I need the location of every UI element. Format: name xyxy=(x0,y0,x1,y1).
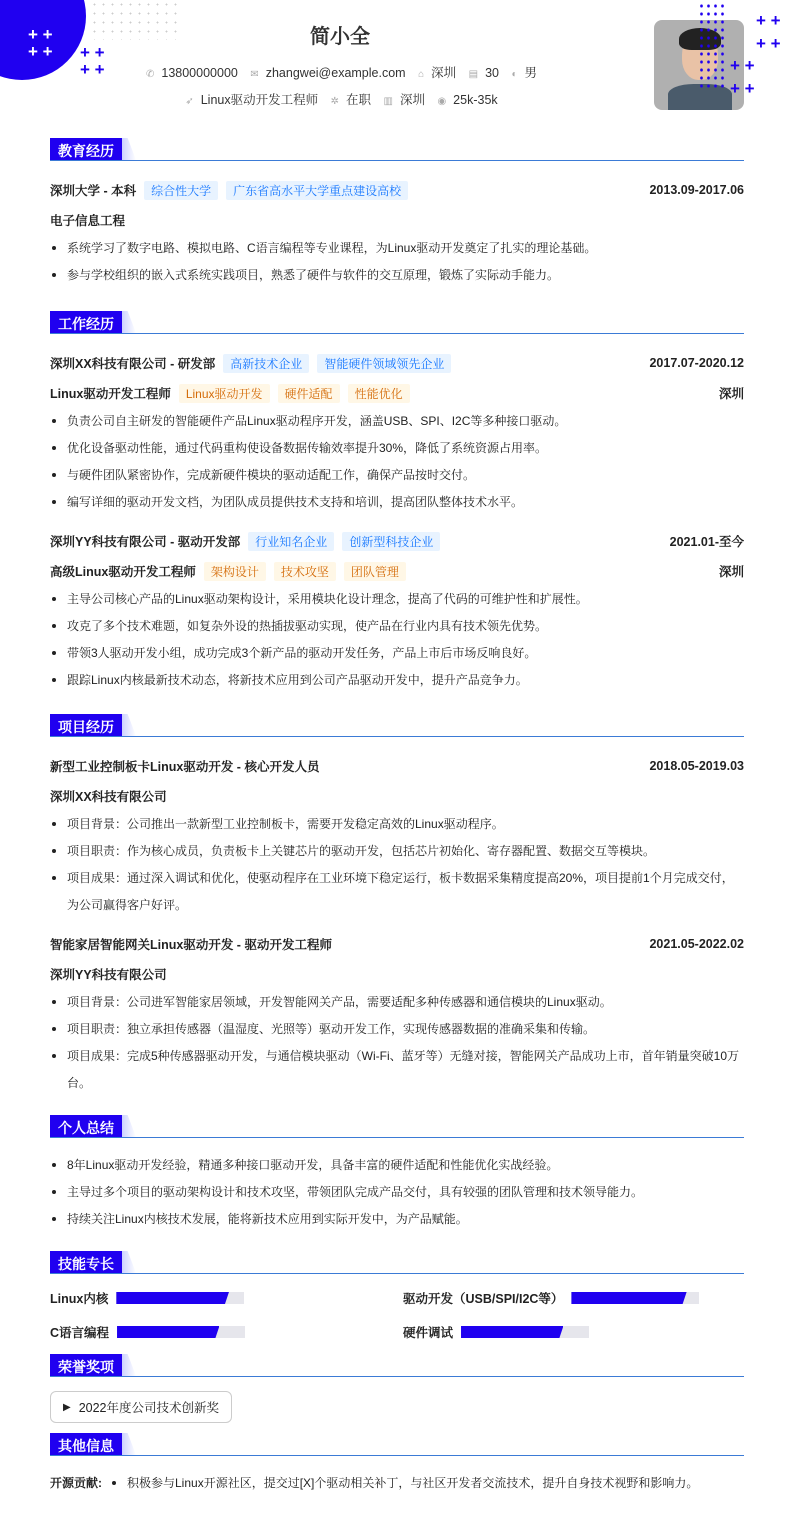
company: 深圳XX科技有限公司 xyxy=(50,790,167,804)
list-item: 主导过多个项目的驱动架构设计和技术攻坚，带领团队完成产品交付，具有较强的团队管理和技术领导能力。 xyxy=(50,1179,744,1206)
role: 高级Linux驱动开发工程师 xyxy=(50,565,196,579)
section-title: 教育经历 xyxy=(50,138,122,160)
list-item: 项目职责：独立承担传感器（温湿度、光照等）驱动开发工作，实现传感器数据的准确采集和传输。 xyxy=(50,1016,744,1043)
tag: 智能硬件领域领先企业 xyxy=(317,354,451,373)
list-item: 项目成果：通过深入调试和优化，使驱动程序在工业环境下稳定运行，板卡数据采集精度提高20%，项目提前1个月完成交付，为公司赢得客户好评。 xyxy=(50,865,744,919)
bullet-list xyxy=(50,1152,744,1233)
major: 电子信息工程 xyxy=(50,214,126,228)
company: 深圳YY科技有限公司 - 驱动开发部 xyxy=(50,535,241,549)
city: 深圳 xyxy=(718,387,744,401)
list-item: 8年Linux驱动开发经验，精通多种接口驱动开发，具备丰富的硬件适配和性能优化实战经验。 xyxy=(50,1152,744,1179)
position: Linux驱动开发工程师 xyxy=(200,93,319,107)
tag: 团队管理 xyxy=(344,562,406,581)
salary-icon: ◉ xyxy=(437,96,447,107)
decor-plus: + + + + xyxy=(28,25,53,61)
honor-label: 2022年度公司技术创新奖 xyxy=(78,1401,220,1415)
list-item: 主导公司核心产品的Linux驱动架构设计，采用模块化设计理念，提高了代码的可维护性和扩展性。 xyxy=(50,586,744,613)
list-item: 负责公司自主研发的智能硬件产品Linux驱动程序开发，涵盖USB、SPI、I2C等多种接口驱动。 xyxy=(50,408,744,435)
section-education xyxy=(50,138,744,161)
list-item: 项目背景：公司推出一款新型工业控制板卡，需要开发稳定高效的Linux驱动程序。 xyxy=(50,811,744,838)
tag: 性能优化 xyxy=(348,384,410,403)
tag: Linux驱动开发 xyxy=(179,384,270,403)
section-title: 技能专长 xyxy=(50,1251,122,1273)
gender: 男 xyxy=(524,66,538,80)
section-honors xyxy=(50,1354,744,1377)
list-item: 跟踪Linux内核最新技术动态，将新技术应用到公司产品驱动开发中，提升产品竞争力。 xyxy=(50,667,744,694)
list-item: 参与学校组织的嵌入式系统实践项目，熟悉了硬件与软件的交互原理，锻炼了实际动手能力。 xyxy=(50,262,744,289)
section-title: 工作经历 xyxy=(50,311,122,333)
decor-plus: + + + + xyxy=(80,43,105,79)
skill-bar xyxy=(461,1326,589,1338)
skill-bar xyxy=(116,1292,244,1304)
resume-body xyxy=(50,138,744,1497)
role: Linux驱动开发工程师 xyxy=(50,387,171,401)
list-item: 系统学习了数字电路、模拟电路、C语言编程等专业课程，为Linux驱动开发奠定了扎实的理论基础。 xyxy=(50,235,744,262)
contact-row xyxy=(100,63,580,81)
date: 2021.05-2022.02 xyxy=(649,937,744,951)
education-entry xyxy=(50,175,744,289)
tag: 架构设计 xyxy=(204,562,266,581)
work-city: 深圳 xyxy=(399,93,425,107)
list-item: 项目背景：公司进军智能家居领域，开发智能网关产品，需要适配多种传感器和通信模块的Linux驱动。 xyxy=(50,989,744,1016)
list-item: 项目成果：完成5种传感器驱动开发，与通信模块驱动（Wi-Fi、蓝牙等）无缝对接，智能网关产品成功上市，首年销量突破10万台。 xyxy=(50,1043,744,1097)
section-title: 其他信息 xyxy=(50,1433,122,1455)
skill-name: 驱动开发（USB/SPI/I2C等） xyxy=(403,1292,564,1306)
list-item: 编写详细的驱动开发文档，为团队成员提供技术支持和培训，提高团队整体技术水平。 xyxy=(50,489,744,516)
skill-item xyxy=(403,1288,744,1308)
section-projects xyxy=(50,714,744,737)
honor-item[interactable] xyxy=(50,1391,232,1423)
status: 在职 xyxy=(345,93,371,107)
age-icon: ▤ xyxy=(468,69,479,80)
bullet-list xyxy=(50,989,744,1097)
project-entry xyxy=(50,929,744,1097)
skill-name: 硬件调试 xyxy=(403,1326,454,1340)
tag: 技术攻坚 xyxy=(274,562,336,581)
phone: 13800000000 xyxy=(161,66,238,80)
skill-bar xyxy=(117,1326,245,1338)
date: 2013.09-2017.06 xyxy=(649,183,744,197)
send-icon: ➶ xyxy=(185,96,194,107)
decor-plus: + + + + xyxy=(730,56,755,98)
skill-bar-fill xyxy=(461,1326,563,1338)
bullet-list xyxy=(50,408,744,516)
section-other xyxy=(50,1433,744,1456)
age: 30 xyxy=(485,66,499,80)
skill-bar xyxy=(571,1292,699,1304)
school: 深圳大学 - 本科 xyxy=(50,184,137,198)
skill-bar-fill xyxy=(117,1326,219,1338)
bullet-list xyxy=(50,586,744,694)
bullet-list xyxy=(50,235,744,289)
section-skills xyxy=(50,1251,744,1274)
other-info xyxy=(50,1470,744,1497)
email: zhangwei@example.com xyxy=(265,66,406,80)
phone-icon: ✆ xyxy=(145,69,155,80)
job-intent-row xyxy=(100,90,580,108)
date: 2017.07-2020.12 xyxy=(649,356,744,370)
list-item: 优化设备驱动性能，通过代码重构使设备数据传输效率提升30%，降低了系统资源占用率。 xyxy=(50,435,744,462)
tag: 综合性大学 xyxy=(144,181,218,200)
decor-plus: + + + + xyxy=(756,11,781,53)
candidate-name: 简小全 xyxy=(310,26,370,48)
bullet-list xyxy=(50,811,744,919)
skill-bar-fill xyxy=(116,1292,229,1304)
tag: 行业知名企业 xyxy=(248,532,334,551)
email-icon: ✉ xyxy=(250,69,259,80)
gender-icon: ◐ xyxy=(511,69,518,80)
company: 深圳YY科技有限公司 xyxy=(50,968,167,982)
work-entry xyxy=(50,348,744,516)
skill-item xyxy=(403,1322,744,1342)
list-item: 持续关注Linux内核技术发展，能将新技术应用到实际开发中，为产品赋能。 xyxy=(50,1206,744,1233)
list-item: 带领3人驱动开发小组，成功完成3个新产品的驱动开发任务，产品上市后市场反响良好。 xyxy=(50,640,744,667)
skills-grid xyxy=(50,1288,744,1342)
other-label: 开源贡献: xyxy=(50,1476,102,1490)
skill-item xyxy=(50,1288,403,1308)
work-entry xyxy=(50,526,744,694)
date: 2018.05-2019.03 xyxy=(649,759,744,773)
list-item: 与硬件团队紧密协作，完成新硬件模块的驱动适配工作，确保产品按时交付。 xyxy=(50,462,744,489)
building-icon: ▥ xyxy=(383,96,393,107)
date: 2021.01-至今 xyxy=(669,535,744,549)
section-summary xyxy=(50,1115,744,1138)
skill-bar-fill xyxy=(571,1292,686,1304)
tag: 高新技术企业 xyxy=(223,354,309,373)
triangle-right-icon: ▶ xyxy=(63,1401,71,1413)
skill-item xyxy=(50,1322,403,1342)
section-title: 项目经历 xyxy=(50,714,122,736)
skill-name: C语言编程 xyxy=(50,1326,110,1340)
section-title: 荣誉奖项 xyxy=(50,1354,122,1376)
section-title: 个人总结 xyxy=(50,1115,122,1137)
project-title: 智能家居智能网关Linux驱动开发 - 驱动开发工程师 xyxy=(50,938,332,952)
project-title: 新型工业控制板卡Linux驱动开发 - 核心开发人员 xyxy=(50,760,320,774)
decor-dots xyxy=(698,2,728,92)
list-item: 积极参与Linux开源社区，提交过[X]个驱动相关补丁，与社区开发者交流技术，提升自身技术视野和影响力。 xyxy=(110,1470,744,1497)
tag: 创新型科技企业 xyxy=(342,532,440,551)
tag: 硬件适配 xyxy=(278,384,340,403)
skill-name: Linux内核 xyxy=(50,1292,109,1306)
company: 深圳XX科技有限公司 - 研发部 xyxy=(50,357,216,371)
section-work xyxy=(50,311,744,334)
list-item: 攻克了多个技术难题，如复杂外设的热插拔驱动实现，使产品在行业内具有技术领先优势。 xyxy=(50,613,744,640)
tag: 广东省高水平大学重点建设高校 xyxy=(226,181,408,200)
salary: 25k-35k xyxy=(453,93,498,107)
project-entry xyxy=(50,751,744,919)
status-icon: ✲ xyxy=(330,96,339,107)
city: 深圳 xyxy=(718,565,744,579)
list-item: 项目职责：作为核心成员，负责板卡上关键芯片的驱动开发，包括芯片初始化、寄存器配置、数据交互等模块。 xyxy=(50,838,744,865)
city: 深圳 xyxy=(431,66,457,80)
home-icon: ⌂ xyxy=(418,69,425,80)
